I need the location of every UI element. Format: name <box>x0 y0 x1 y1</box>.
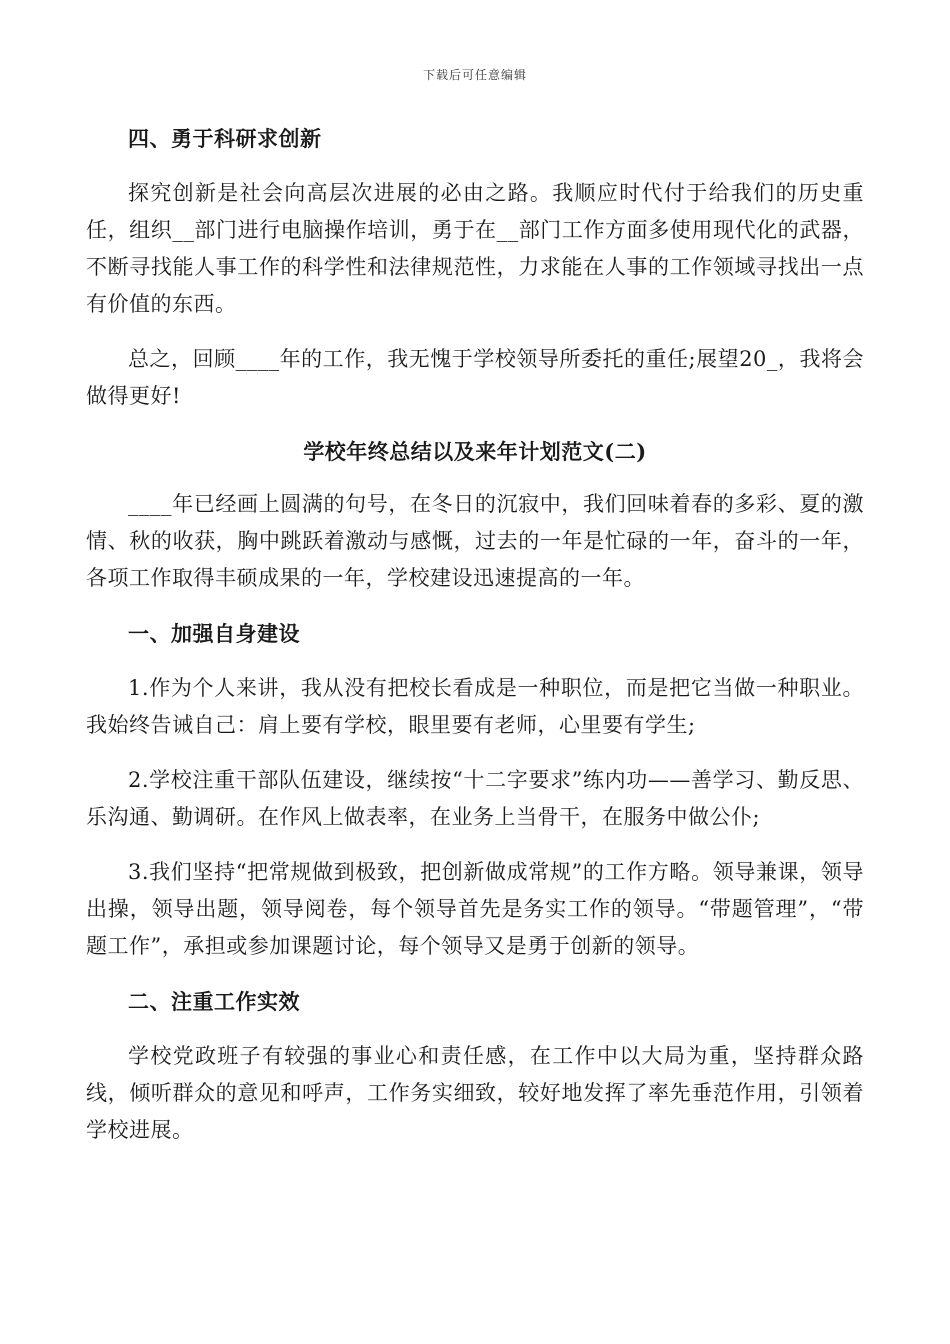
section-heading-2: 二、注重工作实效 <box>128 989 300 1014</box>
paragraph-intro: ____年已经画上圆满的句号，在冬日的沉寂中，我们回味着春的多彩、夏的激情、秋的收获，胸中跳跃着激动与感慨，过去的一年是忙碌的一年，奋斗的一年，各项工作取得丰硕成果的一年，学校建设迅速提高的一年。 <box>86 492 864 590</box>
paragraph-work-results: 学校党政班子有较强的事业心和责任感，在工作中以大局为重，坚持群众路线，倾听群众的意见和呼声，工作务实细致，较好地发挥了率先垂范作用，引领着学校进展。 <box>86 1044 864 1142</box>
paragraph-conclusion: 总之，回顾____年的工作，我无愧于学校领导所委托的重任;展望20_，我将会做得更好! <box>86 347 864 408</box>
section-heading-4: 四、勇于科研求创新 <box>128 126 322 151</box>
document-title: 学校年终总结以及来年计划范文(二) <box>303 439 647 464</box>
list-item-1: 1.作为个人来讲，我从没有把校长看成是一种职位，而是把它当做一种职业。我始终告诫自己：肩上要有学校，眼里要有老师，心里要有学生; <box>86 676 864 737</box>
section-heading-1: 一、加强自身建设 <box>128 621 300 646</box>
list-item-2: 2.学校注重干部队伍建设，继续按“十二字要求”练内功——善学习、勤反思、乐沟通、勤调研。在作风上做表率，在业务上当骨干，在服务中做公仆; <box>86 768 864 829</box>
header-note: 下载后可任意编辑 <box>422 68 527 82</box>
document-body <box>86 120 864 1149</box>
paragraph-innovation: 探究创新是社会向高层次进展的必由之路。我顺应时代付于给我们的历史重任，组织__部门进行电脑操作培训，勇于在__部门工作方面多使用现代化的武器，不断寻找能人事工作的科学性和法律规范性，力求能在人事的工作领域寻找出一点有价值的东西。 <box>86 181 864 316</box>
list-item-3: 3.我们坚持“把常规做到极致，把创新做成常规”的工作方略。领导兼课，领导出操，领导出题，领导阅卷，每个领导首先是务实工作的领导。“带题管理”，“带题工作”，承担或参加课题讨论，每个领导又是勇于创新的领导。 <box>86 860 864 958</box>
